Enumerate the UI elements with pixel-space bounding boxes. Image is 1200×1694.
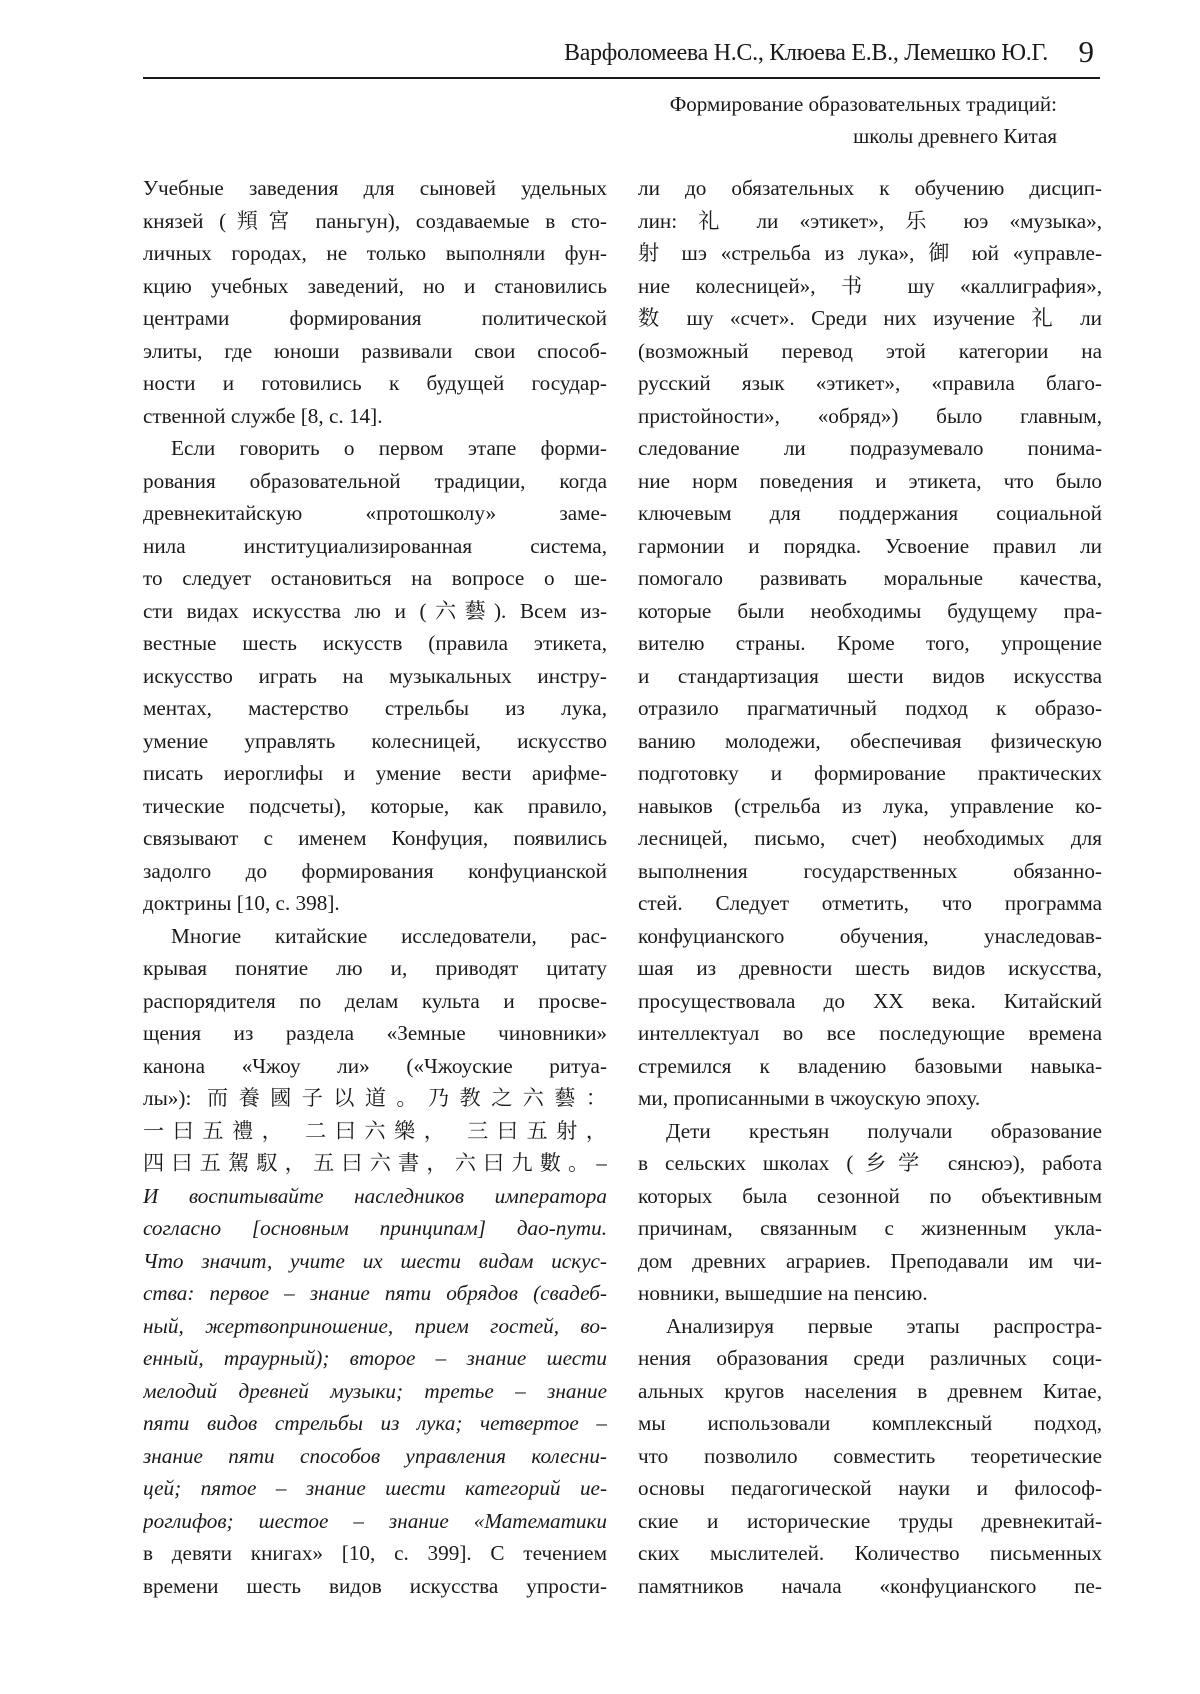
text-line: вестные шесть искусств (правила этикета, xyxy=(143,631,607,655)
text-line: ские и исторические труды древнекитай- xyxy=(638,1508,1102,1533)
text-line: выполнения государственных обязанно- xyxy=(638,858,1102,883)
subtitle-line: школы древнего Китая xyxy=(853,124,1057,148)
text-line: времени шесть видов искусства упрости- xyxy=(143,1573,607,1598)
text-line: канона «Чжоу ли» («Чжоуские ритуа- xyxy=(143,1053,607,1078)
text-line: пяти видов стрельбы из лука; четвертое – xyxy=(143,1411,607,1435)
text-line: 四曰五駕馭，五曰六書，六曰九數。– xyxy=(143,1151,607,1175)
text-line: Что значит, учите их шести видам искус- xyxy=(143,1248,607,1273)
text-line: Учебные заведения для сыновей удельных xyxy=(143,176,607,200)
text-line: конфуцианского обучения, унаследовав- xyxy=(638,923,1102,948)
right-column xyxy=(638,172,1102,1602)
text-line: в девяти книгах» [10, с. 399]. С течением xyxy=(143,1541,607,1565)
text-line: основы педагогической науки и философ- xyxy=(638,1476,1102,1500)
text-line: тические подсчеты), которые, как правило, xyxy=(143,793,607,818)
text-line: навыков (стрельба из лука, управление ко- xyxy=(638,793,1102,818)
text-line: ние норм поведения и этикета, что было xyxy=(638,468,1102,493)
text-line: ственной службе [8, с. 14]. xyxy=(143,403,383,428)
page-number: 9 xyxy=(1078,34,1094,69)
text-line: искусство играть на музыкальных инстру- xyxy=(143,663,607,688)
text-line: альных кругов населения в древнем Китае, xyxy=(638,1378,1102,1403)
header-rule xyxy=(143,77,1100,79)
text-line: рования образовательной традиции, когда xyxy=(143,468,607,493)
text-line: И воспитывайте наследников императора xyxy=(143,1183,607,1208)
running-subtitle xyxy=(497,88,1057,152)
text-line: русский язык «этикет», «правила благо- xyxy=(638,371,1102,395)
text-line: доктрины [10, с. 398]. xyxy=(143,891,340,915)
text-line: памятников начала «конфуцианского пе- xyxy=(638,1573,1102,1598)
text-line: согласно [основным принципам] дао-пути. xyxy=(143,1216,607,1240)
text-line: стремился к владению базовыми навыка- xyxy=(638,1053,1102,1078)
text-line: элиты, где юноши развивали свои способ- xyxy=(143,338,607,363)
text-line: ванию молодежи, обеспечивая физическую xyxy=(638,728,1102,753)
text-line: подготовку и формирование практических xyxy=(638,761,1102,785)
text-line: ми, прописанными в чжоускую эпоху. xyxy=(638,1086,981,1110)
text-line: лы»): 而養國子以道。乃教之六藝： xyxy=(143,1086,607,1110)
text-line: (возможный перевод этой категории на xyxy=(638,338,1102,363)
text-line: ности и готовились к будущей государ- xyxy=(143,371,607,395)
text-line: Анализируя первые этапы распростра- xyxy=(666,1313,1102,1338)
text-line: щения из раздела «Земные чиновники» xyxy=(143,1021,607,1045)
text-line: цей; пятое – знание шести категорий ие- xyxy=(143,1476,607,1500)
text-line: ских мыслителей. Количество письменных xyxy=(638,1541,1102,1565)
text-line: крывая понятие лю и, приводят цитату xyxy=(143,956,607,980)
text-line: задолго до формирования конфуцианской xyxy=(143,858,607,883)
text-line: интеллектуал во все последующие времена xyxy=(638,1021,1102,1045)
text-line: писать иероглифы и умение вести арифме- xyxy=(143,761,607,785)
text-line: личных городах, не только выполняли фун- xyxy=(143,241,607,265)
text-line: ментах, мастерство стрельбы из лука, xyxy=(143,696,607,720)
text-line: просуществовала до XX века. Китайский xyxy=(638,988,1102,1013)
text-line: стей. Следует отметить, что программа xyxy=(638,891,1102,915)
text-line: 数 шу «счет». Среди них изучение 礼 ли xyxy=(638,306,1102,330)
text-line: лесницей, письмо, счет) необходимых для xyxy=(638,826,1102,850)
text-line: енный, траурный); второе – знание шести xyxy=(143,1346,607,1370)
text-line: отразило прагматичный подход к образо- xyxy=(638,696,1102,720)
text-line: 射 шэ «стрельба из лука», 御 юй «управле- xyxy=(638,241,1102,265)
text-line: умение управлять колесницей, искусство xyxy=(143,728,607,753)
text-line: что позволило совместить теоретические xyxy=(638,1443,1102,1468)
text-line: в сельских школах (乡学 сянсюэ), работа xyxy=(638,1151,1102,1175)
text-line: лин: 礼 ли «этикет», 乐 юэ «музыка», xyxy=(638,208,1102,233)
text-line: распорядителя по делам культа и просве- xyxy=(143,988,607,1013)
left-column xyxy=(143,172,607,1602)
text-line: ние колесницей», 书 шу «каллиграфия», xyxy=(638,273,1102,298)
text-line: которых была сезонной по объективным xyxy=(638,1183,1102,1208)
text-line: Многие китайские исследователи, рас- xyxy=(171,923,607,948)
text-line: связывают с именем Конфуция, появились xyxy=(143,826,607,850)
text-line: ства: первое – знание пяти обрядов (свадеб- xyxy=(143,1281,607,1305)
text-line: знание пяти способов управления колесни- xyxy=(143,1443,607,1468)
text-line: то следует остановиться на вопросе о ше- xyxy=(143,566,607,590)
subtitle-line: Формирование образовательных традиций: xyxy=(669,92,1057,116)
text-line: гармонии и порядка. Усвоение правил ли xyxy=(638,533,1102,558)
text-line: которые были необходимы будущему пра- xyxy=(638,598,1102,623)
text-line: помогало развивать моральные качества, xyxy=(638,566,1102,590)
text-line: Дети крестьян получали образование xyxy=(666,1118,1102,1143)
text-line: сти видах искусства лю и (六藝). Всем из- xyxy=(143,598,607,623)
text-line: нила институциализированная система, xyxy=(143,533,607,558)
text-line: нения образования среди различных соци- xyxy=(638,1346,1102,1370)
text-line: причинам, связанным с жизненным укла- xyxy=(638,1216,1102,1240)
text-line: шая из древности шесть видов искусства, xyxy=(638,956,1102,980)
text-line: центрами формирования политической xyxy=(143,306,607,330)
text-line: роглифов; шестое – знание «Математики xyxy=(143,1508,607,1533)
text-line: новники, вышедшие на пенсию. xyxy=(638,1281,928,1305)
text-line: Если говорить о первом этапе форми- xyxy=(171,436,607,460)
text-line: ключевым для поддержания социальной xyxy=(638,501,1102,525)
text-line: кцию учебных заведений, но и становились xyxy=(143,273,607,298)
text-line: мелодий древней музыки; третье – знание xyxy=(143,1378,607,1403)
header-authors: Варфоломеева Н.С., Клюева Е.В., Лемешко Ю.Г. xyxy=(564,40,1048,66)
text-line: древнекитайскую «протошколу» заме- xyxy=(143,501,607,525)
running-header xyxy=(143,34,1100,74)
text-line: ный, жертвоприношение, прием гостей, во- xyxy=(143,1313,607,1338)
text-line: вителю страны. Кроме того, упрощение xyxy=(638,631,1102,655)
text-line: 一曰五禮， 二曰六樂， 三曰五射， xyxy=(143,1118,607,1143)
text-line: дом древних аграриев. Преподавали им чи- xyxy=(638,1248,1102,1273)
text-line: пристойности», «обряд») было главным, xyxy=(638,403,1102,428)
text-line: князей (頖宮 паньгун), создаваемые в сто- xyxy=(143,208,607,233)
text-line: следование ли подразумевало понима- xyxy=(638,436,1102,460)
text-line: и стандартизация шести видов искусства xyxy=(638,663,1102,688)
text-line: ли до обязательных к обучению дисцип- xyxy=(638,176,1102,200)
text-line: мы использовали комплексный подход, xyxy=(638,1411,1102,1435)
